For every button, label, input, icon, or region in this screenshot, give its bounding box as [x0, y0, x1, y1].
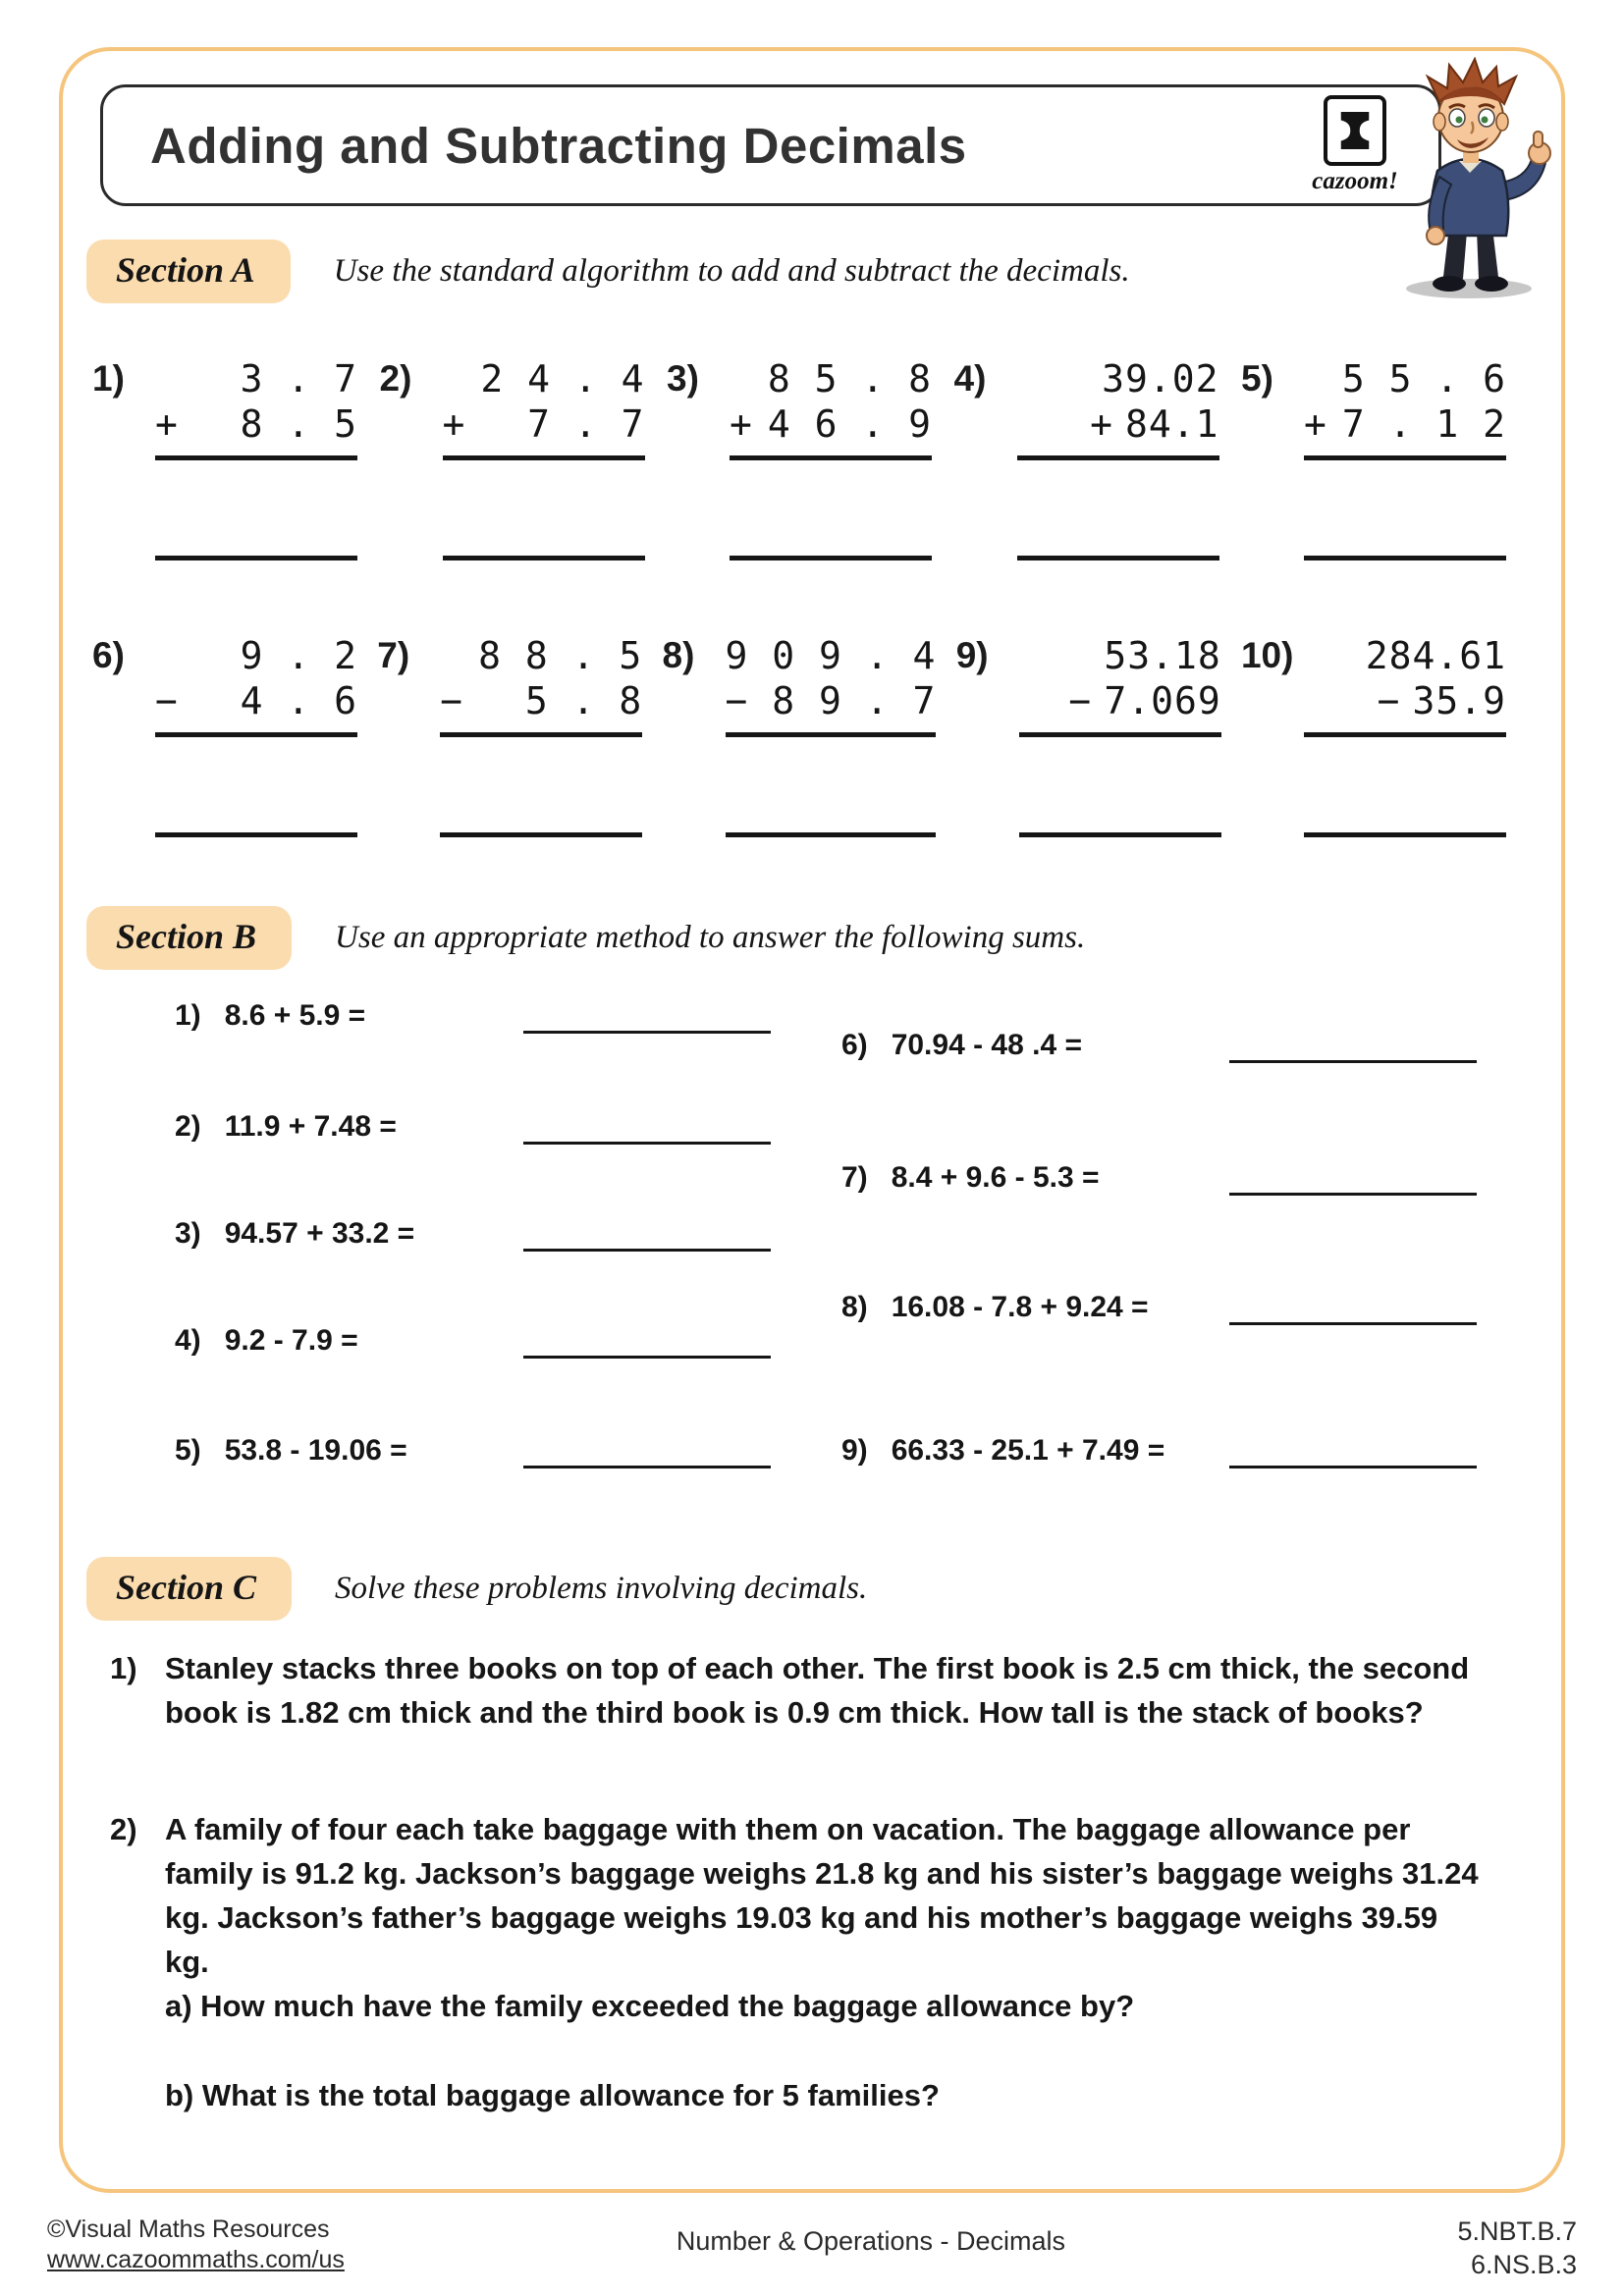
- problem-number: 3): [667, 358, 699, 399]
- operand-top: 8 8 . 5: [478, 634, 643, 677]
- answer-blank: [1229, 1034, 1477, 1063]
- answer-line: [1019, 832, 1221, 837]
- copyright-text: ©Visual Maths Resources: [47, 2216, 330, 2243]
- problem-number: 4): [953, 358, 987, 399]
- operand-bottom: 7 . 1 2: [1341, 402, 1506, 446]
- operator: +: [730, 402, 753, 446]
- operand-top: 8 5 . 8: [767, 357, 932, 400]
- problem-number: 2): [110, 1812, 137, 1846]
- section-c-label: Section C: [86, 1557, 292, 1621]
- boy-character-illustration: [1390, 57, 1563, 300]
- cazoom-drum-icon: [1324, 95, 1386, 166]
- answer-line: [1017, 556, 1219, 561]
- cazoom-website-link[interactable]: www.cazoommaths.com/us: [47, 2246, 345, 2273]
- problem-a1: [92, 356, 357, 561]
- sub-question-b: b) What is the total baggage allowance for 5 families?: [165, 2078, 940, 2112]
- title-box: [100, 84, 1441, 206]
- sum-expression: 8.6 + 5.9 =: [224, 999, 366, 1032]
- sum-expression: 70.94 - 48 .4 =: [891, 1029, 1082, 1061]
- sum-item-7: [841, 1160, 1477, 1196]
- operator: +: [1090, 402, 1113, 446]
- operand-top: 3 . 7: [240, 357, 357, 400]
- operator: −: [1068, 679, 1093, 722]
- problem-number: 10): [1240, 635, 1294, 675]
- section-a-instruction: Use the standard algorithm to add and subtract the decimals.: [333, 253, 1130, 289]
- answer-blank: [523, 1439, 771, 1468]
- sum-item-5: [175, 1433, 771, 1468]
- problem-number: 5): [1241, 358, 1273, 399]
- word-problem-1: [110, 1646, 1522, 1735]
- answer-line: [1304, 832, 1506, 837]
- standard-code-2: 6.NS.B.3: [1470, 2250, 1577, 2279]
- operand-bottom: 8 . 5: [240, 402, 357, 446]
- sum-expression: 16.08 - 7.8 + 9.24 =: [891, 1291, 1149, 1323]
- section-b-instruction: Use an appropriate method to answer the following sums.: [335, 920, 1086, 955]
- sum-expression: 11.9 + 7.48 =: [224, 1110, 397, 1143]
- footer-topic-text: Number & Operations - Decimals: [676, 2226, 1066, 2256]
- operator: −: [1377, 679, 1401, 722]
- problem-number: 8): [662, 635, 695, 675]
- operand-top: 9 0 9 . 4: [725, 634, 937, 677]
- problem-text: A family of four each take baggage with them on vacation. The baggage allowance per family is 91.2 kg. Jackson’s baggage weighs 21.8 kg and his sister’s baggage weighs 31.24 kg. Jackson’s father’s baggage weighs 19.03 kg and his mother’s baggage weighs 39.59 kg.: [165, 1812, 1479, 1979]
- sum-number: 5): [175, 1434, 201, 1467]
- sum-item-3: [175, 1216, 771, 1252]
- operand-top: 53.18: [1104, 634, 1221, 677]
- answer-blank: [1229, 1439, 1477, 1468]
- problem-a8: [663, 633, 937, 837]
- operator: −: [725, 679, 749, 722]
- operator: −: [155, 679, 179, 722]
- answer-blank: [1229, 1166, 1477, 1196]
- sum-number: 4): [175, 1324, 201, 1357]
- operand-top: 2 4 . 4: [480, 357, 645, 400]
- operand-top: 9 . 2: [240, 634, 357, 677]
- operand-bottom: 8 9 . 7: [772, 679, 937, 722]
- sum-item-6: [841, 1028, 1477, 1063]
- sum-expression: 94.57 + 33.2 =: [224, 1217, 415, 1250]
- answer-blank: [523, 1222, 771, 1252]
- problem-a4: [954, 356, 1219, 561]
- answer-blank: [523, 1329, 771, 1359]
- problem-a2: [380, 356, 645, 561]
- sum-expression: 66.33 - 25.1 + 7.49 =: [891, 1434, 1165, 1467]
- worksheet-border: [59, 47, 1565, 2193]
- problem-number: 9): [955, 635, 989, 675]
- answer-blank: [523, 1115, 771, 1145]
- operand-bottom: 35.9: [1412, 679, 1506, 722]
- cazoom-logo-text: cazoom!: [1312, 168, 1398, 194]
- sum-expression: 8.4 + 9.6 - 5.3 =: [891, 1161, 1100, 1194]
- problem-a10: [1241, 633, 1506, 837]
- operator: −: [440, 679, 464, 722]
- sum-number: 2): [175, 1110, 201, 1143]
- problem-a5: [1241, 356, 1506, 561]
- operand-bottom: 4 6 . 9: [767, 402, 932, 446]
- problem-a9: [956, 633, 1221, 837]
- problem-a6: [92, 633, 357, 837]
- section-a-row-1: [92, 356, 1506, 561]
- section-a-label: Section A: [86, 240, 291, 303]
- answer-blank: [523, 1004, 771, 1034]
- section-b-label: Section B: [86, 906, 292, 970]
- operand-bottom: 5 . 8: [524, 679, 643, 722]
- section-c-header: [86, 1557, 1561, 1621]
- answer-line: [155, 832, 357, 837]
- problem-a7: [377, 633, 642, 837]
- answer-line: [443, 556, 645, 561]
- sum-number: 9): [841, 1434, 868, 1467]
- section-c-instruction: Solve these problems involving decimals.: [335, 1571, 868, 1606]
- operand-top: 284.61: [1365, 634, 1506, 677]
- operand-top: 5 5 . 6: [1341, 357, 1506, 400]
- operand-top: 39.02: [1102, 357, 1219, 400]
- operand-bottom: 84.1: [1124, 402, 1219, 446]
- problem-number: 7): [377, 635, 410, 675]
- operand-bottom: 7.069: [1104, 679, 1221, 722]
- page-footer: [47, 2215, 1577, 2281]
- sum-item-9: [841, 1433, 1477, 1468]
- section-a-header: [86, 240, 1561, 303]
- sum-item-2: [175, 1109, 771, 1145]
- answer-line: [155, 556, 357, 561]
- sum-expression: 53.8 - 19.06 =: [224, 1434, 407, 1467]
- problem-number: 2): [379, 358, 412, 399]
- answer-blank: [1229, 1296, 1477, 1325]
- standard-code-1: 5.NBT.B.7: [1457, 2216, 1577, 2246]
- operator: +: [1304, 402, 1327, 446]
- operator: +: [442, 402, 466, 446]
- section-a-row-2: [92, 633, 1506, 837]
- problem-number: 1): [110, 1651, 137, 1685]
- answer-line: [730, 556, 932, 561]
- answer-line: [440, 832, 642, 837]
- problem-number: 6): [92, 635, 125, 675]
- operand-bottom: 7 . 7: [527, 402, 645, 446]
- section-b-header: [86, 906, 1561, 970]
- operator: +: [155, 402, 179, 446]
- answer-line: [726, 832, 937, 837]
- operand-bottom: 4 . 6: [240, 679, 357, 722]
- sum-number: 8): [841, 1291, 868, 1323]
- word-problem-2: [110, 1807, 1522, 2117]
- sum-item-1: [175, 998, 771, 1034]
- page-title: Adding and Subtracting Decimals: [150, 117, 967, 174]
- problem-text: Stanley stacks three books on top of each other. The first book is 2.5 cm thick, the second book is 1.82 cm thick and the third book is 0.9 cm thick. How tall is the stack of books?: [165, 1651, 1470, 1730]
- sum-item-8: [841, 1290, 1477, 1325]
- problem-a3: [667, 356, 932, 561]
- sum-number: 7): [841, 1161, 868, 1194]
- answer-line: [1304, 556, 1506, 561]
- problem-number: 1): [92, 358, 125, 399]
- sum-number: 1): [175, 999, 201, 1032]
- sum-expression: 9.2 - 7.9 =: [224, 1324, 358, 1357]
- sum-number: 3): [175, 1217, 201, 1250]
- sum-number: 6): [841, 1029, 868, 1061]
- sub-question-a: a) How much have the family exceeded the baggage allowance by?: [165, 1989, 1135, 2023]
- sum-item-4: [175, 1323, 771, 1359]
- section-b-body: [63, 976, 1561, 1486]
